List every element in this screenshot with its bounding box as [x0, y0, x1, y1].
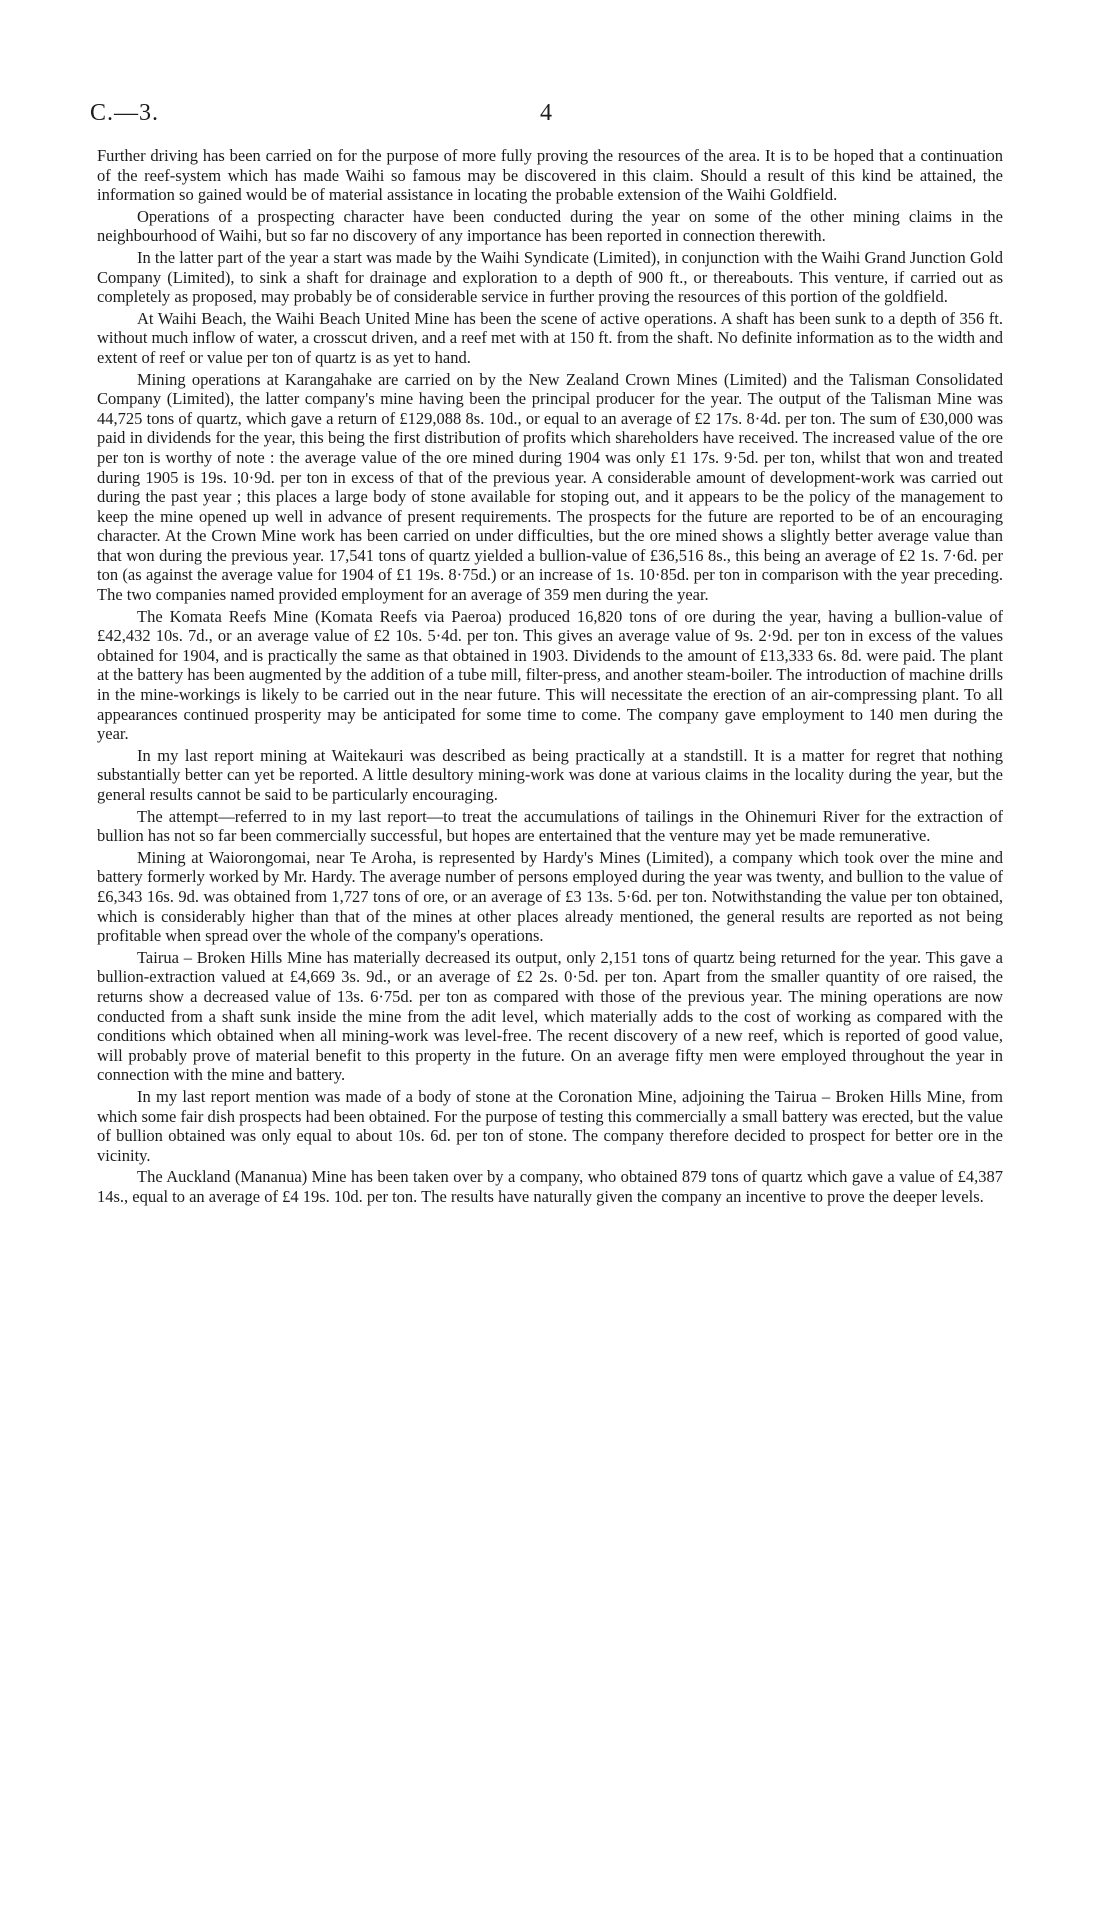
page-number: 4: [540, 100, 552, 126]
paragraph-waihi-driving: Further driving has been carried on for the purpose of more fully proving the resources of the area. It is to be hoped that a continuation of the reef-system which has made Waihi so famous may be discovered in this claim. Should a result of this kind be attained, the information so gained would be of material assistance in locating the probable extension of the Waihi Goldfield.: [97, 146, 1003, 205]
paragraph-waiorongomai: Mining at Waiorongomai, near Te Aroha, is represented by Hardy's Mines (Limited), a company which took over the mine and battery formerly worked by Mr. Hardy. The average number of persons employed during the year was twenty, and bullion to the value of £6,343 16s. 9d. was obtained from 1,727 tons of ore, or an average of £3 13s. 5·6d. per ton. Notwithstanding the value per ton obtained, which is considerably higher than that of the mines at other places already mentioned, the general results are reported as not being profitable when spread over the whole of the company's operations.: [97, 847, 1003, 946]
page-header: [90, 100, 1010, 130]
paragraph-waihi-beach: At Waihi Beach, the Waihi Beach United Mine has been the scene of active operations. A shaft has been sunk to a depth of 356 ft. without much inflow of water, a crosscut driven, and a reef met with at 150 ft. from the shaft. No definite information as to the width and extent of reef or value per ton of quartz is as yet to hand.: [97, 308, 1003, 367]
report-body: [97, 146, 1003, 1208]
paragraph-ohinemuri-tailings: The attempt—referred to in my last report—to treat the accumulations of tailings in the Ohinemuri River for the extraction of bullion has not so far been commercially successful, but hopes are entertained that the venture may yet be made remunerative.: [97, 806, 1003, 846]
paragraph-auckland-mananua: The Auckland (Mananua) Mine has been taken over by a company, who obtained 879 tons of quartz which gave a value of £4,387 14s., equal to an average of £4 19s. 10d. per ton. The results have naturally given the company an incentive to prove the deeper levels.: [97, 1167, 1003, 1206]
paragraph-coronation-mine: In my last report mention was made of a body of stone at the Coronation Mine, adjoining the Tairua – Broken Hills Mine, from which some fair dish prospects had been obtained. For the purpose of testing this commercially a small battery was erected, but the value of bullion obtained was only equal to about 10s. 6d. per ton of stone. The company therefore decided to prospect for better ore in the vicinity.: [97, 1086, 1003, 1165]
paragraph-waihi-syndicate: In the latter part of the year a start was made by the Waihi Syndicate (Limited), in conjunction with the Waihi Grand Junction Gold Company (Limited), to sink a shaft for drainage and exploration to a depth of 900 ft., or thereabouts. This venture, if carried out as completely as proposed, may probably be of considerable service in further proving the resources of this portion of the goldfield.: [97, 247, 1003, 307]
paragraph-karangahake: Mining operations at Karangahake are carried on by the New Zealand Crown Mines (Limited) and the Talisman Consolidated Company (Limited), the latter company's mine having been the principal producer for the year. The output of the Talisman Mine was 44,725 tons of quartz, which gave a return of £129,088 8s. 10d., or equal to an average of £2 17s. 8·4d. per ton. The sum of £30,000 was paid in dividends for the year, this being the first distribution of profits which shareholders have received. The increased value of the ore per ton is worthy of note : the average value of the ore mined during 1904 was only £1 17s. 9·5d. per ton, whilst that won and treated during 1905 is 19s. 10·9d. per ton in excess of that of the previous year. A considerable amount of development-work was carried out during the past year ; this places a large body of stone available for stoping out, and it appears to be the policy of the management to keep the mine opened up well in advance of present requirements. The prospects for the future are reported to be of an encouraging character. At the Crown Mine work has been carried on under difficulties, but the ore mined shows a slightly better average value than that won during the previous year. 17,541 tons of quartz yielded a bullion-value of £36,516 8s., this being an average of £2 1s. 7·6d. per ton (as against the average value for 1904 of £1 19s. 8·75d.) or an increase of 1s. 10·85d. per ton in comparison with the year preceding. The two companies named provided employment for an average of 359 men during the year.: [97, 369, 1003, 605]
paragraph-prospecting: Operations of a prospecting character have been conducted during the year on some of the other mining claims in the neighbourhood of Waihi, but so far no discovery of any importance has been reported in connection therewith.: [97, 206, 1003, 246]
paragraph-komata-reefs: The Komata Reefs Mine (Komata Reefs via Paeroa) produced 16,820 tons of ore during the year, having a bullion-value of £42,432 10s. 7d., or an average value of £2 10s. 5·4d. per ton. This gives an average value of 9s. 2·9d. per ton in excess of the values obtained for 1904, and is practically the same as that obtained in 1903. Dividends to the amount of £13,333 6s. 8d. were paid. The plant at the battery has been augmented by the addition of a tube mill, filter-press, and another steam-boiler. The introduction of machine drills in the mine-workings is likely to be carried out in the near future. This will necessitate the erection of an air-compressing plant. To all appearances continued prosperity may be anticipated for some time to come. The company gave employment to 140 men during the year.: [97, 606, 1003, 744]
document-code: C.—3.: [90, 100, 160, 126]
paragraph-waitekauri: In my last report mining at Waitekauri was described as being practically at a standstill. It is a matter for regret that nothing substantially better can yet be reported. A little desultory mining-work was done at various claims in the locality during the year, but the general results cannot be said to be particularly encouraging.: [97, 745, 1003, 804]
paragraph-tairua-broken-hills: Tairua – Broken Hills Mine has materially decreased its output, only 2,151 tons of quartz being returned for the year. This gave a bullion-extraction valued at £4,669 3s. 9d., or an average of £2 2s. 0·5d. per ton. Apart from the smaller quantity of ore raised, the returns show a decreased value of 13s. 6·75d. per ton as compared with those of the previous year. The mining operations are now conducted from a shaft sunk inside the mine from the adit level, which materially adds to the cost of working as compared with the conditions which obtained when all mining-work was level-free. The recent discovery of a new reef, which is reported of good value, will probably prove of material benefit to this property in the future. On an average fifty men were employed throughout the year in connection with the mine and battery.: [97, 947, 1003, 1085]
